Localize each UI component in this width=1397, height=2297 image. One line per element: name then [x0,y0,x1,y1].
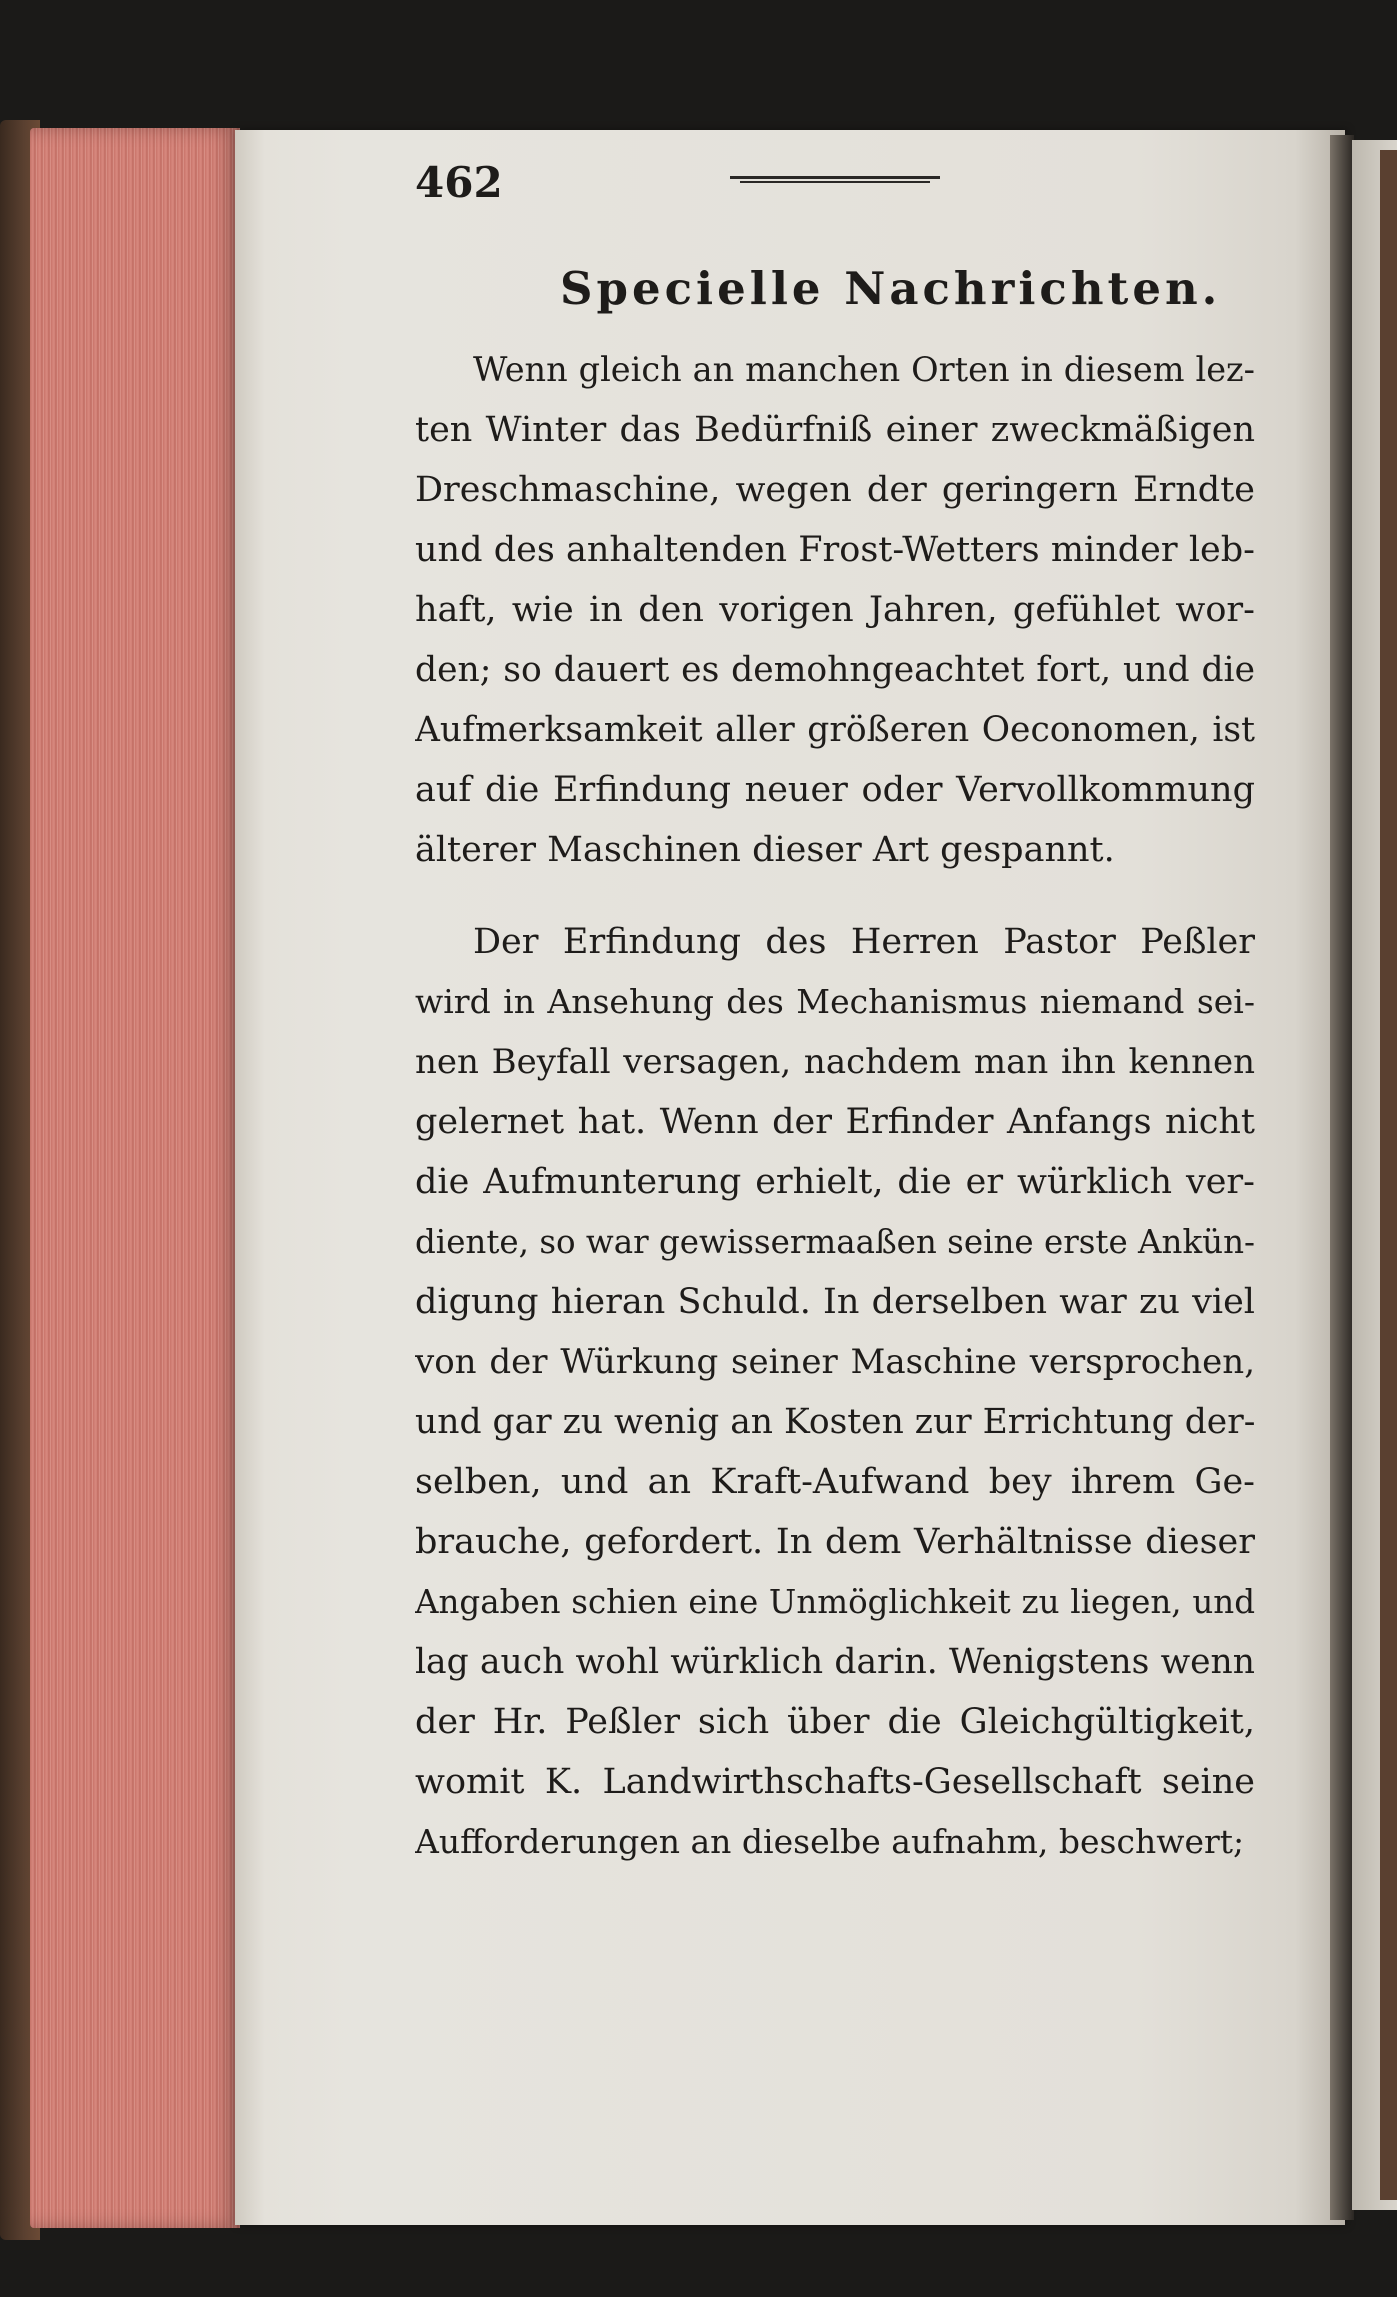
text-line: gelernet hat. Wenn der Erfinder Anfangs nicht [415,1102,1255,1142]
paragraph-2 [415,912,1255,1872]
header-rule [730,176,940,185]
text-line: diente, so war gewissermaaßen seine erste Ankün- [415,1223,1255,1261]
text-line: Angaben schien eine Unmöglichkeit zu liegen, und [415,1583,1255,1621]
text-line: von der Würkung seiner Maschine versprochen, [415,1342,1255,1382]
text-line: die Aufmunterung erhielt, die er würklich ver- [415,1162,1255,1202]
text-line: der Hr. Peßler sich über die Gleichgültigkeit, [415,1702,1255,1742]
text-line: Dreschmaschine, wegen der geringern Erndte [415,470,1255,510]
running-header [415,158,955,218]
text-line: haft, wie in den vorigen Jahren, gefühlet wor- [415,590,1255,630]
text-line: älterer Maschinen dieser Art gespannt. [415,830,1115,870]
text-line: ten Winter das Bedürfniß einer zweckmäßigen [415,410,1255,450]
text-line: und gar zu wenig an Kosten zur Errichtung der- [415,1402,1255,1442]
text-line: Aufmerksamkeit aller größeren Oeconomen, ist [415,710,1255,750]
text-line: digung hieran Schuld. In derselben war zu viel [415,1282,1255,1322]
text-line: Wenn gleich an manchen Orten in diesem lez- [473,350,1255,389]
section-title: Specielle Nachrichten. [560,262,1222,315]
paragraph-1 [415,340,1255,880]
book-cover-edge-right [1380,150,1397,2200]
text-line: Aufforderungen an dieselbe aufnahm, beschwert; [415,1822,1245,1861]
text-line: womit K. Landwirthschafts-Gesellschaft seine [415,1762,1255,1802]
text-line: nen Beyfall versagen, nachdem man ihn kennen [415,1042,1255,1082]
text-line: Der Erfindung des Herren Pastor Peßler [473,922,1255,962]
book-gutter [1330,135,1354,2220]
page-edges [30,128,240,2228]
text-line: und des anhaltenden Frost-Wetters minder leb- [415,530,1255,570]
page-number: 462 [415,158,503,207]
text-line: brauche, gefordert. In dem Verhältnisse dieser [415,1522,1255,1562]
text-line: auf die Erfindung neuer oder Vervollkommung [415,770,1255,810]
text-line: wird in Ansehung des Mechanismus niemand sei- [415,982,1255,1021]
text-line: den; so dauert es demohngeachtet fort, und die [415,650,1255,690]
text-line: selben, und an Kraft-Aufwand bey ihrem Ge- [415,1462,1255,1502]
text-line: lag auch wohl würklich darin. Wenigstens wenn [415,1642,1255,1682]
